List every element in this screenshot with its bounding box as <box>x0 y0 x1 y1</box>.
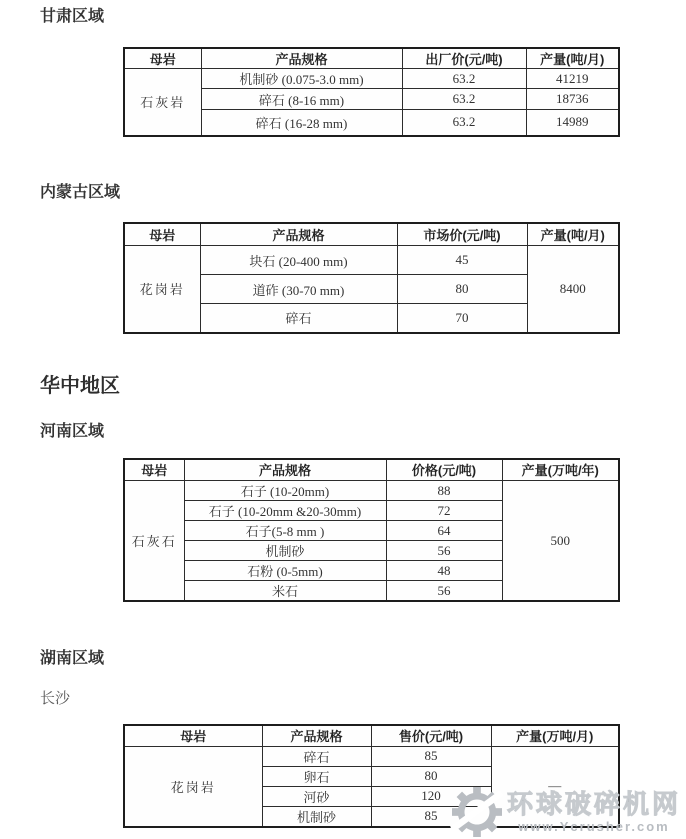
rock-cell: 花岗岩 <box>124 246 200 333</box>
price-cell: 56 <box>386 581 502 602</box>
spec-cell: 石子(5-8 mm ) <box>184 521 386 541</box>
spec-cell: 碎石 (8-16 mm) <box>201 89 402 110</box>
table-header-row <box>124 459 619 481</box>
spec-cell: 机制砂 <box>262 806 371 827</box>
table-header-row <box>124 725 619 746</box>
price-cell: 80 <box>397 275 527 304</box>
price-cell: 120 <box>371 786 491 806</box>
rock-cell: 石灰岩 <box>124 69 201 136</box>
col-header-price: 价格(元/吨) <box>386 459 502 481</box>
table-row <box>124 69 619 89</box>
spec-cell: 道砟 (30-70 mm) <box>200 275 397 304</box>
col-header-spec: 产品规格 <box>200 223 397 246</box>
price-cell: 70 <box>397 304 527 333</box>
watermark-text <box>507 790 681 834</box>
output-cell: 41219 <box>526 69 619 89</box>
merged-output-cell: — <box>491 746 619 827</box>
col-header-spec: 产品规格 <box>201 48 402 69</box>
col-header-output: 产量(吨/月) <box>527 223 619 246</box>
neimenggu-table <box>123 222 620 334</box>
section-heading-henan: 河南区域 <box>40 422 105 440</box>
col-header-output: 产量(万吨/月) <box>491 725 619 746</box>
watermark-site-url: www.Ycrusher.com <box>518 819 670 834</box>
col-header-spec: 产品规格 <box>262 725 371 746</box>
table-row <box>124 246 619 275</box>
table-header-row <box>124 223 619 246</box>
merged-output-cell: 500 <box>502 481 619 602</box>
spec-cell: 河砂 <box>262 786 371 806</box>
watermark-site-name: 环球破碎机网 <box>506 789 681 819</box>
col-header-price: 售价(元/吨) <box>371 725 491 746</box>
gear-icon <box>450 787 504 837</box>
col-header-rock: 母岩 <box>124 48 201 69</box>
spec-cell: 石粉 (0-5mm) <box>184 561 386 581</box>
spec-cell: 碎石 (16-28 mm) <box>201 110 402 136</box>
spec-cell: 卵石 <box>262 766 371 786</box>
price-cell: 64 <box>386 521 502 541</box>
col-header-rock: 母岩 <box>124 725 262 746</box>
gansu-table <box>123 47 620 137</box>
col-header-price: 市场价(元/吨) <box>397 223 527 246</box>
section-heading-huazhong: 华中地区 <box>40 374 120 397</box>
col-header-output: 产量(万吨/年) <box>502 459 619 481</box>
henan-table <box>123 458 620 603</box>
spec-cell: 机制砂 (0.075-3.0 mm) <box>201 69 402 89</box>
section-heading-hunan: 湖南区域 <box>40 650 105 667</box>
spec-cell: 碎石 <box>200 304 397 333</box>
output-cell: 18736 <box>526 89 619 110</box>
spec-cell: 碎石 <box>262 746 371 766</box>
col-header-output: 产量(吨/月) <box>526 48 619 69</box>
price-cell: 45 <box>397 246 527 275</box>
spec-cell: 石子 (10-20mm &20-30mm) <box>184 501 386 521</box>
spec-cell: 米石 <box>184 581 386 602</box>
col-header-price: 出厂价(元/吨) <box>402 48 526 69</box>
price-cell: 85 <box>371 806 491 827</box>
section-heading-gansu: 甘肃区域 <box>40 8 105 25</box>
col-header-rock: 母岩 <box>124 459 184 481</box>
rock-cell: 花岗岩 <box>124 746 262 827</box>
table-header-row <box>124 48 619 69</box>
subsection-heading-changsha: 长沙 <box>40 691 71 707</box>
col-header-rock: 母岩 <box>124 223 200 246</box>
spec-cell: 石子 (10-20mm) <box>184 481 386 501</box>
spec-cell: 块石 (20-400 mm) <box>200 246 397 275</box>
col-header-spec: 产品规格 <box>184 459 386 481</box>
table-row <box>124 481 619 501</box>
table-row <box>124 746 619 766</box>
price-cell: 48 <box>386 561 502 581</box>
price-cell: 56 <box>386 541 502 561</box>
watermark <box>450 787 681 837</box>
merged-output-cell: 8400 <box>527 246 619 333</box>
section-heading-neimenggu: 内蒙古区域 <box>40 183 121 201</box>
price-cell: 88 <box>386 481 502 501</box>
spec-cell: 机制砂 <box>184 541 386 561</box>
price-cell: 63.2 <box>402 110 526 136</box>
price-cell: 63.2 <box>402 69 526 89</box>
rock-cell: 石灰石 <box>124 481 184 602</box>
price-cell: 80 <box>371 766 491 786</box>
price-cell: 85 <box>371 746 491 766</box>
price-cell: 72 <box>386 501 502 521</box>
output-cell: 14989 <box>526 110 619 136</box>
price-cell: 63.2 <box>402 89 526 110</box>
